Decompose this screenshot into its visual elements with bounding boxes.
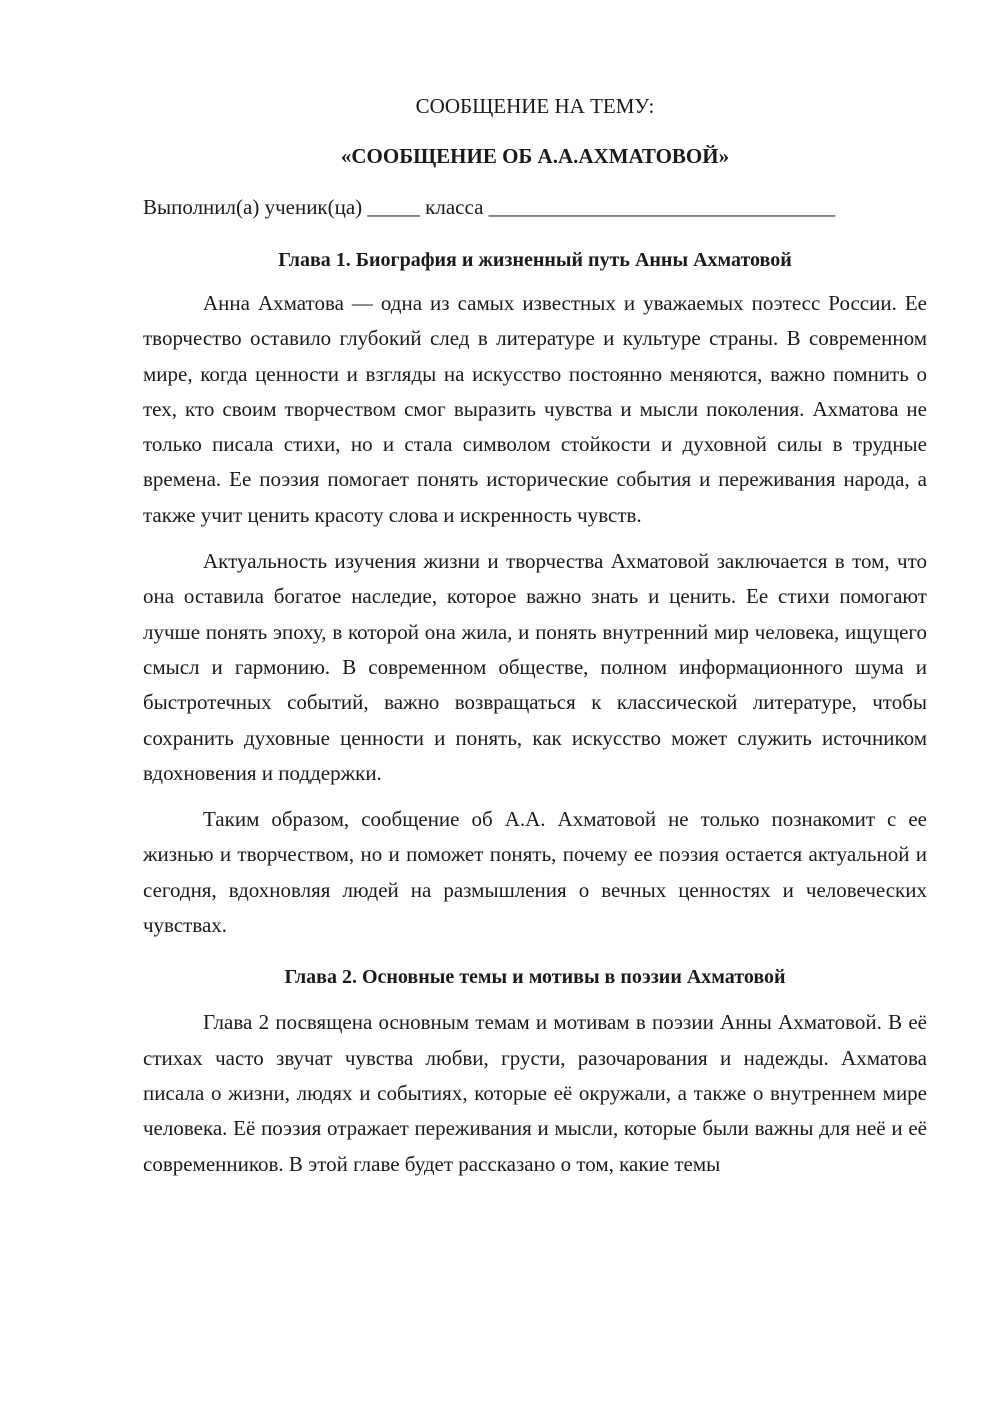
document-page (143, 92, 927, 1182)
chapter-1-paragraph-2: Актуальность изучения жизни и творчества Ахматовой заключается в том, что она оставила богатое наследие, которое важно знать и ценить. Ее стихи помогают лучше понять эпоху, в которой она жила, и понять внутренний мир человека, ищущего смысл и гармонию. В современном обществе, полном информационного шума и быстротечных событий, важно возвращаться к классической литературе, чтобы сохранить духовные ценности и понять, как искусство может служить источником вдохновения и поддержки. (143, 549, 927, 785)
chapter-2-paragraph-1: Глава 2 посвящена основным темам и мотивам в поэзии Анны Ахматовой. В её стихах часто звучат чувства любви, грусти, разочарования и надежды. Ахматова писала о жизни, людях и событиях, которые её окружали, а также о внутреннем мире человека. Её поэзия отражает переживания и мысли, которые были важны для неё и её современников. В этой главе будет рассказано о том, какие темы (143, 1010, 927, 1176)
document-topic-title: «СООБЩЕНИЕ ОБ А.А.АХМАТОВОЙ» (340, 144, 730, 168)
author-class-line: Выполнил(а) ученик(ца) _____ класса _________________________________ (143, 195, 836, 219)
chapter-2-heading: Глава 2. Основные темы и мотивы в поэзии Ахматовой (284, 966, 786, 989)
chapter-1-paragraph-3: Таким образом, сообщение об А.А. Ахматовой не только познакомит с ее жизнью и творчеством, но и поможет понять, почему ее поэзия остается актуальной и сегодня, вдохновляя людей на размышления о вечных ценностях и человеческих чувствах. (143, 807, 927, 938)
chapter-1-paragraph-1: Анна Ахматова — одна из самых известных и уважаемых поэтесс России. Ее творчество оставило глубокий след в литературе и культуре страны. В современном мире, когда ценности и взгляды на искусство постоянно меняются, важно помнить о тех, кто своим творчеством смог выразить чувства и мысли поколения. Ахматова не только писала стихи, но и стала символом стойкости и духовной силы в трудные времена. Ее поэзия помогает понять исторические события и переживания народа, а также учит ценить красоту слова и искренность чувств. (143, 291, 927, 527)
document-title-line: СООБЩЕНИЕ НА ТЕМУ: (415, 94, 655, 118)
chapter-1-heading: Глава 1. Биография и жизненный путь Анны Ахматовой (278, 249, 792, 271)
